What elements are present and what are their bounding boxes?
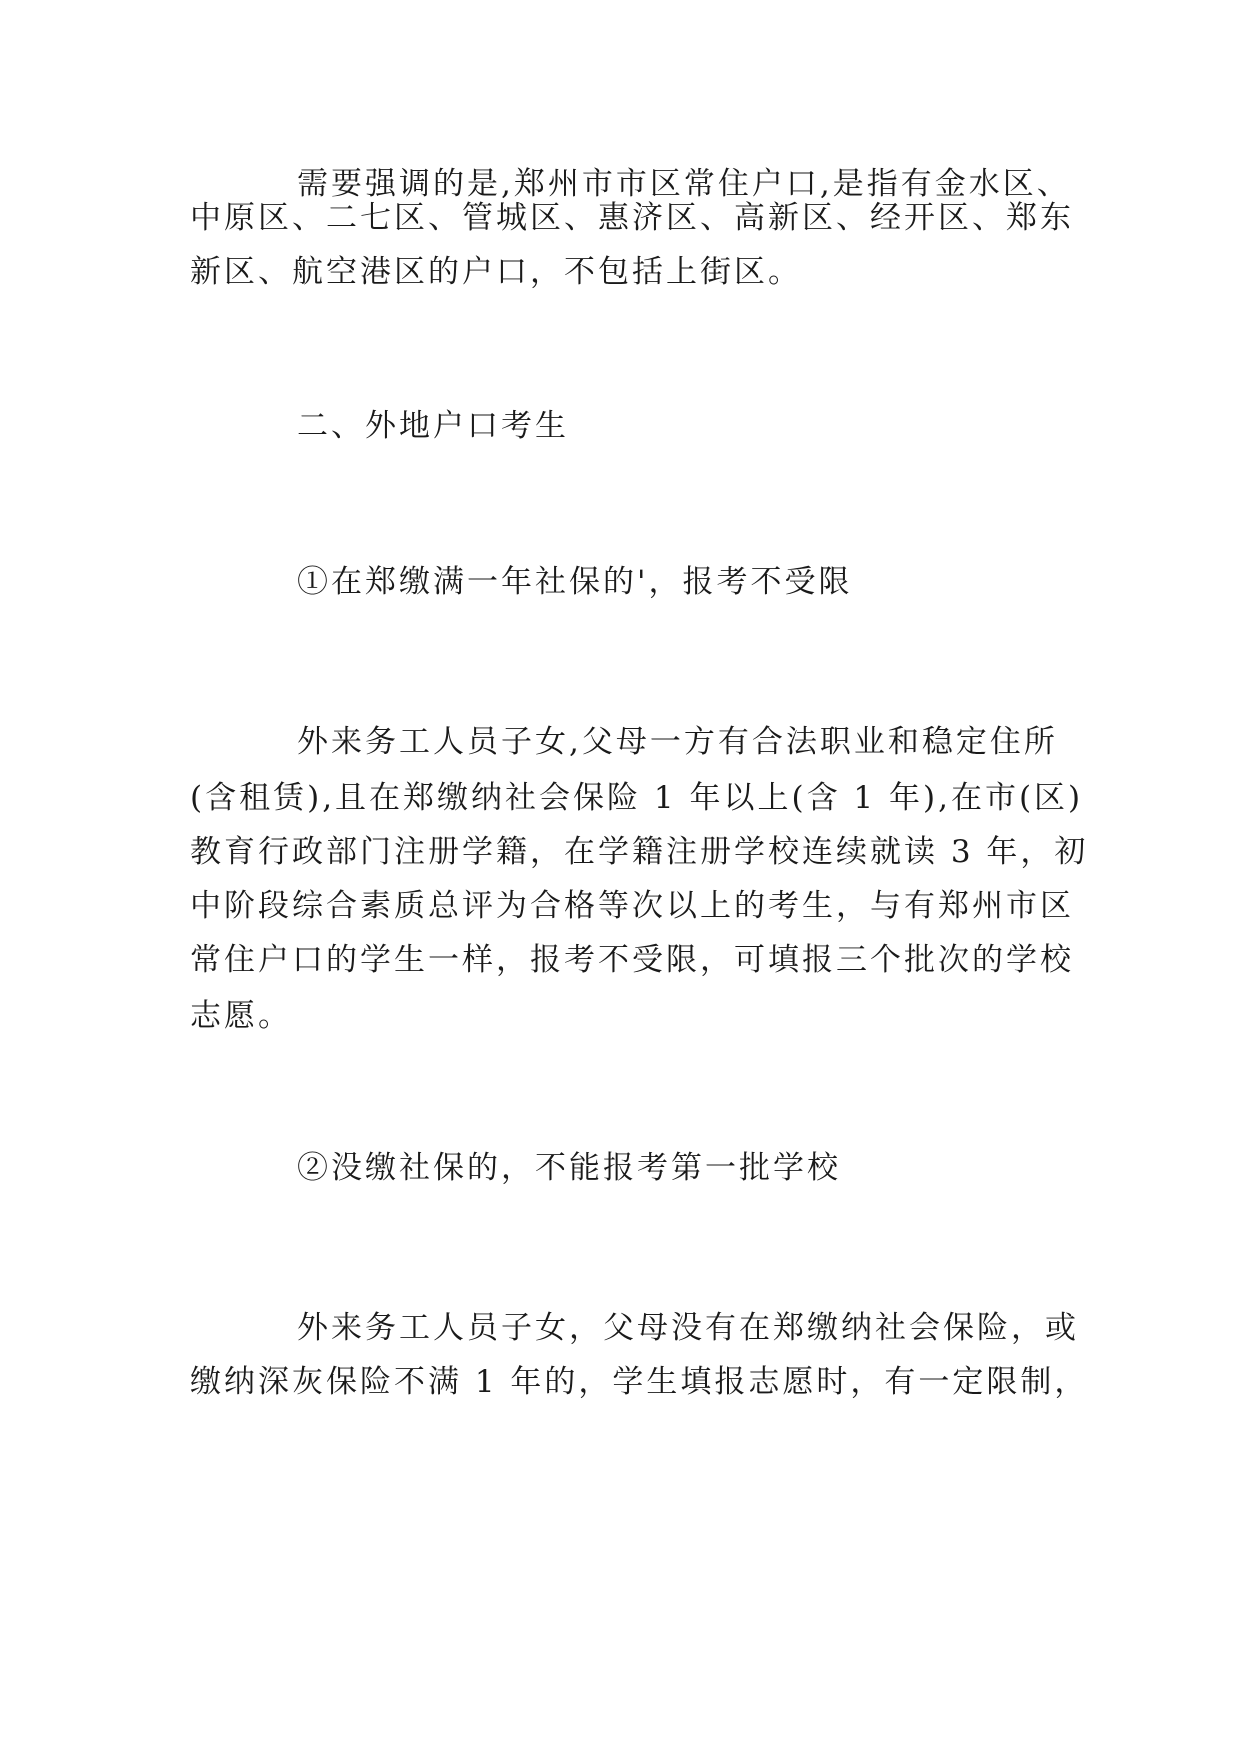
paragraph-line: 需要强调的是,郑州市市区常住户口,是指有金水区、 [297, 166, 1071, 202]
section-heading: 二、外地户口考生 [297, 408, 569, 444]
subheading-2: ②没缴社保的，不能报考第一批学校 [297, 1150, 841, 1186]
paragraph-line: 中原区、二七区、管城区、惠济区、高新区、经开区、郑东 [190, 200, 1074, 236]
paragraph-line: 中阶段综合素质总评为合格等次以上的考生，与有郑州市区 [190, 888, 1074, 924]
paragraph-line: 外来务工人员子女，父母没有在郑缴纳社会保险，或 [297, 1310, 1079, 1346]
paragraph-line: (含租赁),且在郑缴纳社会保险 1 年以上(含 1 年),在市(区) [190, 780, 1084, 816]
subheading-1: ①在郑缴满一年社保的'，报考不受限 [297, 564, 853, 600]
paragraph-line: 志愿。 [190, 998, 292, 1034]
paragraph-line: 缴纳深灰保险不满 1 年的，学生填报志愿时，有一定限制， [190, 1364, 1089, 1400]
paragraph-line: 外来务工人员子女,父母一方有合法职业和稳定住所 [297, 724, 1058, 760]
paragraph-line: 常住户口的学生一样，报考不受限，可填报三个批次的学校 [190, 942, 1074, 978]
paragraph-line: 教育行政部门注册学籍，在学籍注册学校连续就读 3 年，初 [190, 834, 1089, 870]
paragraph-line: 新区、航空港区的户口，不包括上街区。 [190, 254, 802, 290]
